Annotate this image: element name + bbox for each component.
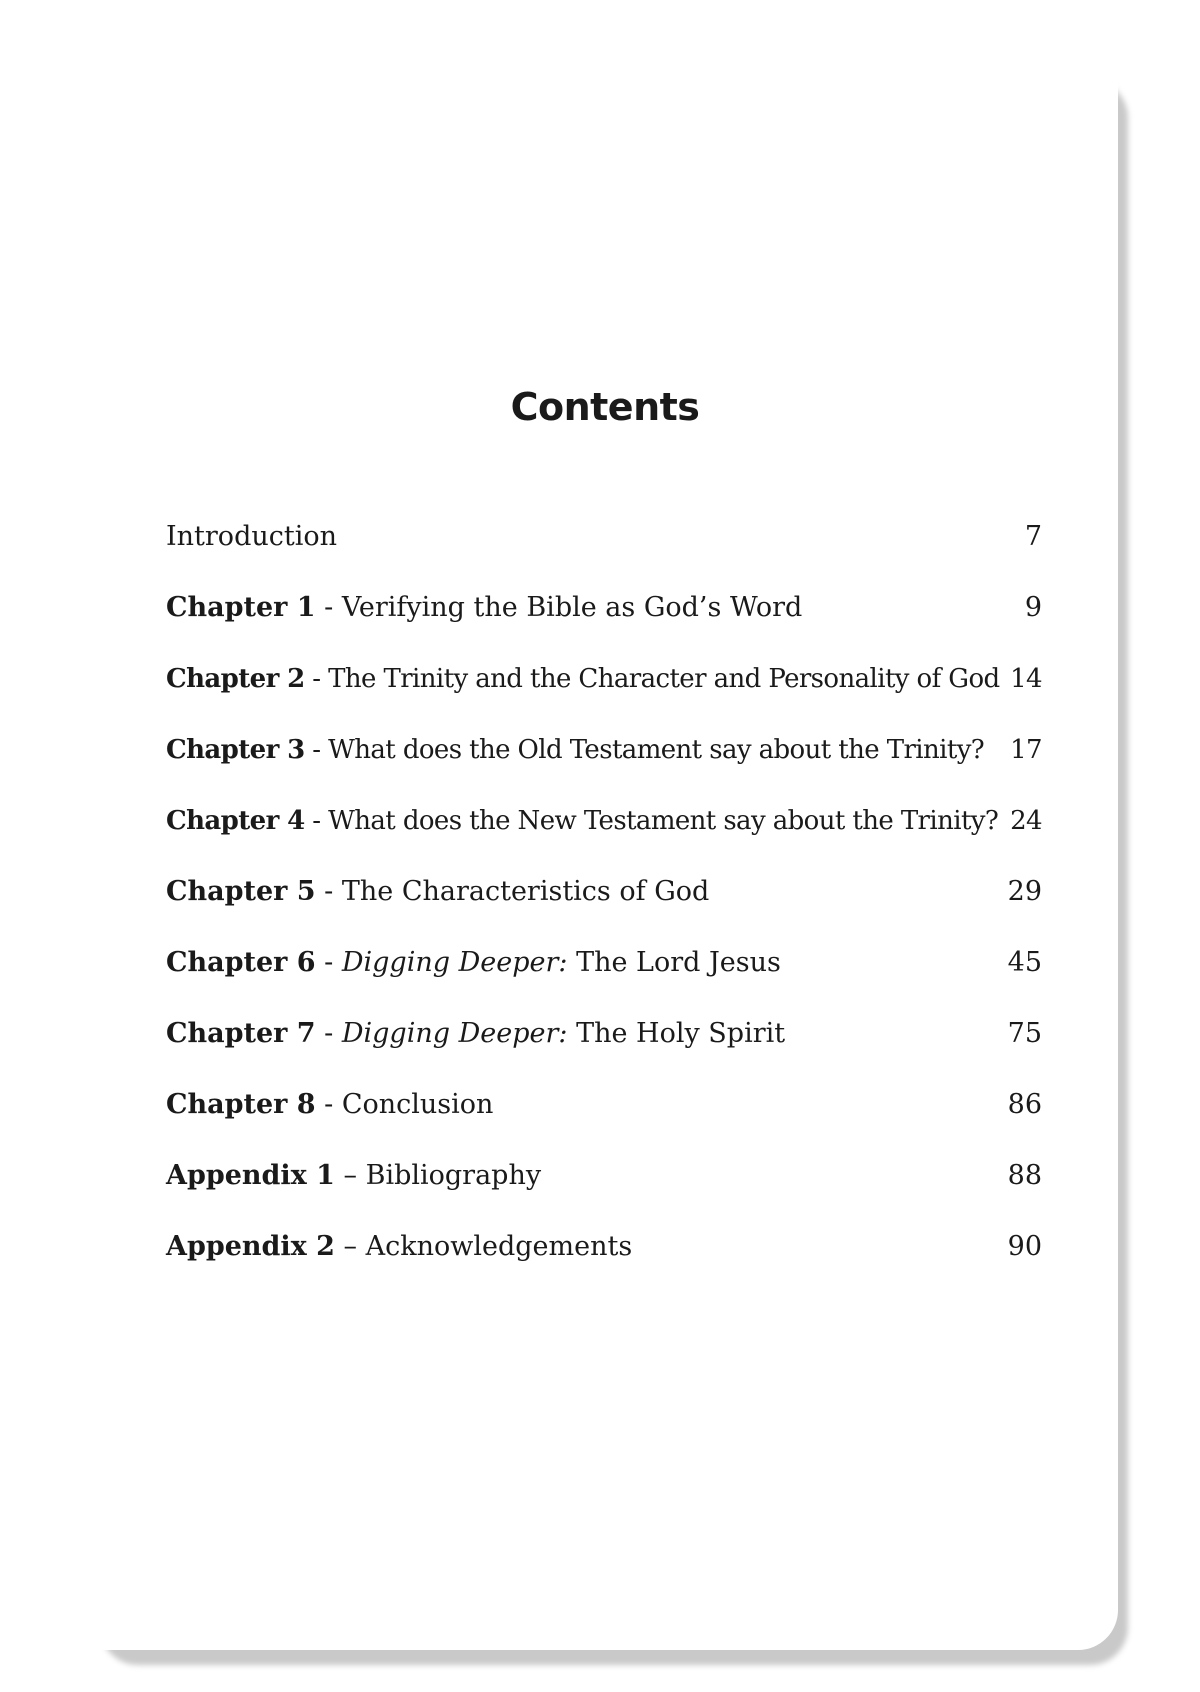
- toc-entry-title: [166, 944, 781, 982]
- toc-entry-title: [166, 518, 337, 556]
- toc-entry-label: Appendix 1: [166, 1160, 335, 1191]
- toc-entry-text: Acknowledgements: [365, 1231, 633, 1262]
- toc-entry: [166, 944, 1042, 1015]
- toc-entry-separator: -: [304, 806, 329, 836]
- toc-entry-text: What does the New Testament say about the Trinity?: [328, 806, 999, 836]
- toc-entry-title: [166, 802, 998, 840]
- toc-entry-emphasis: Digging Deeper:: [341, 947, 568, 978]
- toc-entry-separator: -: [315, 876, 342, 907]
- toc-entry: [166, 589, 1042, 660]
- toc-entry-title: [166, 589, 802, 627]
- toc-page-number: 29: [1007, 876, 1042, 907]
- page-title: Contents: [510, 385, 700, 429]
- toc-page-number: 90: [1007, 1231, 1042, 1262]
- toc-entry: [166, 518, 1042, 589]
- toc-entry-text: Introduction: [166, 521, 337, 552]
- toc-entry-text: The Lord Jesus: [567, 947, 781, 978]
- toc-entry-label: Chapter 4: [166, 806, 305, 836]
- table-of-contents: [166, 518, 1042, 1299]
- toc-page-number: 17: [1010, 735, 1042, 765]
- toc-entry-text: The Trinity and the Character and Personality of God: [328, 664, 1000, 694]
- toc-page-number: 45: [1007, 947, 1042, 978]
- toc-entry-title: [166, 1157, 541, 1195]
- toc-entry-label: Chapter 2: [166, 664, 305, 694]
- toc-entry-label: Chapter 8: [166, 1089, 316, 1120]
- toc-entry-title: [166, 1015, 785, 1053]
- toc-entry-separator: –: [334, 1231, 366, 1262]
- toc-entry-text: What does the Old Testament say about the Trinity?: [328, 735, 985, 765]
- toc-page-number: 9: [1024, 592, 1042, 623]
- toc-entry-title: [166, 873, 709, 911]
- toc-entry-text: The Holy Spirit: [567, 1018, 786, 1049]
- toc-entry-label: Chapter 3: [166, 735, 305, 765]
- toc-entry-separator: -: [315, 1089, 342, 1120]
- toc-entry-label: Appendix 2: [166, 1231, 335, 1262]
- toc-entry-title: [166, 1086, 493, 1124]
- toc-page-number: 24: [1010, 806, 1042, 836]
- toc-entry-label: Chapter 6: [166, 947, 316, 978]
- toc-entry-separator: -: [304, 664, 329, 694]
- toc-entry: [166, 660, 1042, 731]
- toc-entry-text: Conclusion: [341, 1089, 494, 1120]
- toc-entry-label: Chapter 7: [166, 1018, 316, 1049]
- toc-entry-title: [166, 660, 1000, 698]
- toc-entry-emphasis: Digging Deeper:: [341, 1018, 568, 1049]
- toc-entry-label: Chapter 1: [166, 592, 316, 623]
- toc-entry-text: The Characteristics of God: [341, 876, 710, 907]
- toc-entry-separator: –: [334, 1160, 366, 1191]
- toc-entry: [166, 731, 1042, 802]
- toc-page-number: 88: [1007, 1160, 1042, 1191]
- toc-entry-title: [166, 1228, 632, 1266]
- toc-page-number: 86: [1007, 1089, 1042, 1120]
- toc-entry: [166, 802, 1042, 873]
- toc-page-number: 75: [1007, 1018, 1042, 1049]
- toc-entry-separator: -: [315, 592, 342, 623]
- toc-entry: [166, 1228, 1042, 1299]
- toc-entry-label: Chapter 5: [166, 876, 316, 907]
- toc-entry-text: Verifying the Bible as God’s Word: [341, 592, 803, 623]
- toc-entry: [166, 873, 1042, 944]
- toc-entry-title: [166, 731, 984, 769]
- toc-page-number: 14: [1010, 664, 1042, 694]
- toc-entry-text: Bibliography: [365, 1160, 542, 1191]
- toc-entry-separator: -: [304, 735, 329, 765]
- toc-entry: [166, 1086, 1042, 1157]
- toc-page-number: 7: [1024, 521, 1042, 552]
- toc-entry: [166, 1157, 1042, 1228]
- toc-entry: [166, 1015, 1042, 1086]
- toc-entry-separator: -: [315, 1018, 342, 1049]
- toc-entry-separator: -: [315, 947, 342, 978]
